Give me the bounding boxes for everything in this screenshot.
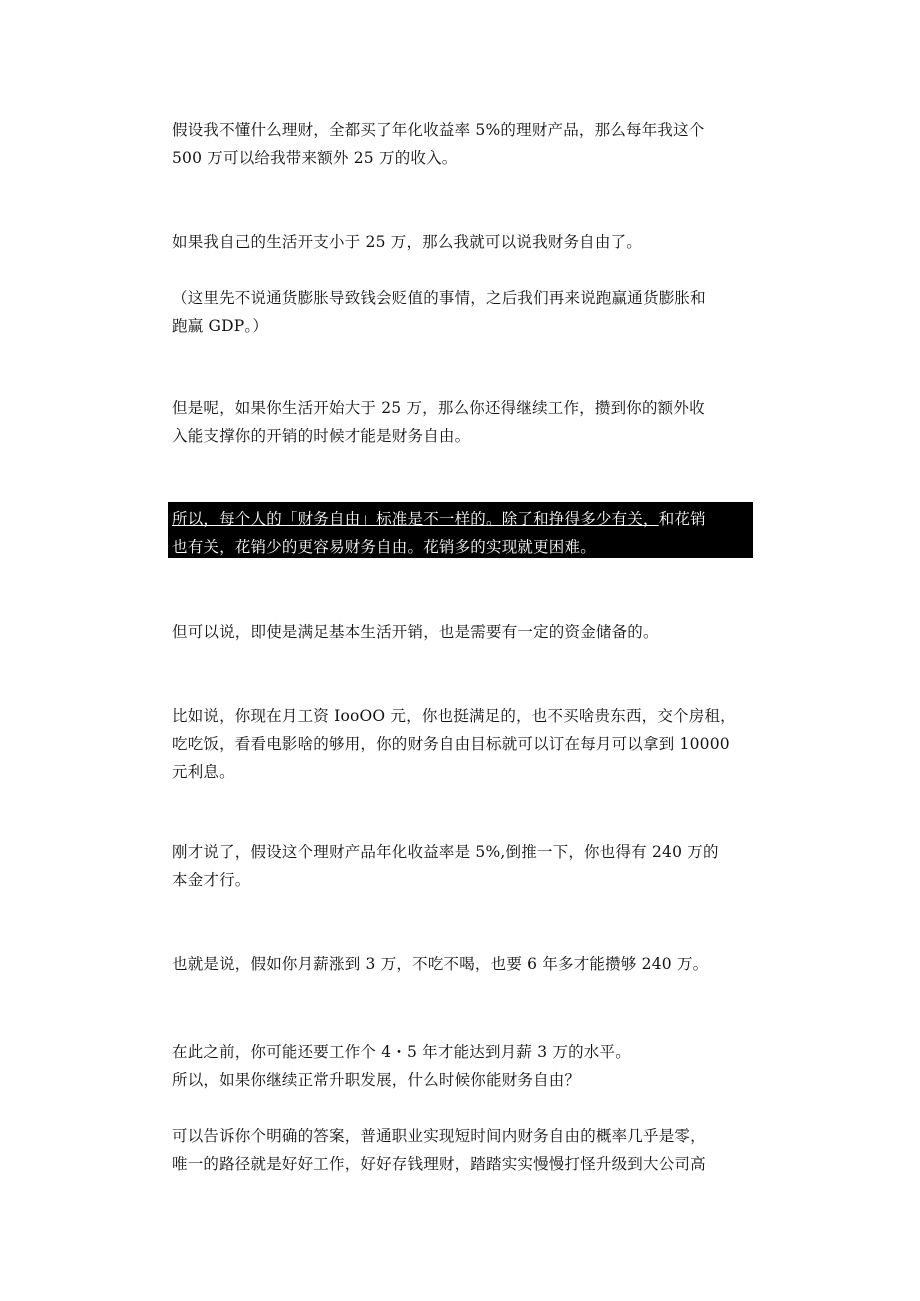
paragraph-line: 可以告诉你个明确的答案，普通职业实现短时间内财务自由的概率几乎是零， bbox=[172, 1127, 706, 1145]
paragraph-line: 但是呢，如果你生活开始大于 25 万，那么你还得继续工作，攒到你的额外收 bbox=[172, 399, 705, 417]
paragraph-9 bbox=[172, 950, 754, 978]
highlight-line-1-rest: 和花销 bbox=[658, 510, 706, 528]
paragraph-line: 假设我不懂什么理财，全都买了年化收益率 5%的理财产品，那么每年我这个 bbox=[172, 121, 705, 139]
paragraph-1 bbox=[172, 116, 754, 172]
underlined-text: 所以，每个人的「财务自由」标准是不一样的。除了和挣得多少有关， bbox=[172, 510, 659, 528]
paragraph-line: 所以，如果你继续正常升职发展，什么时候你能财务自由？ bbox=[172, 1071, 581, 1089]
paragraph-line: 如果我自己的生活开支小于 25 万，那么我就可以说我财务自由了。 bbox=[172, 233, 642, 251]
paragraph-line: 吃吃饭，看看电影啥的够用，你的财务自由目标就可以订在每月可以拿到 10000 bbox=[172, 735, 730, 753]
paragraph-line: 但可以说，即使是满足基本生活开销，也是需要有一定的资金储备的。 bbox=[172, 623, 659, 641]
paragraph-line: 比如说，你现在月工资 IooOO 元，你也挺满足的，也不买啥贵东西，交个房租， bbox=[172, 707, 736, 725]
paragraph-3 bbox=[172, 284, 754, 340]
highlight-paragraph bbox=[172, 505, 752, 561]
paragraph-11 bbox=[172, 1122, 754, 1178]
paragraph-4 bbox=[172, 394, 754, 450]
highlight-line-2: 也有关，花销少的更容易财务自由。花销多的实现就更困难。 bbox=[172, 538, 596, 556]
paragraph-line: 唯一的路径就是好好工作，好好存钱理财，踏踏实实慢慢打怪升级到大公司高 bbox=[172, 1155, 706, 1173]
paragraph-7 bbox=[172, 702, 754, 786]
paragraph-6 bbox=[172, 618, 754, 646]
paragraph-line: （这里先不说通货膨胀导致钱会贬值的事情，之后我们再来说跑赢通货膨胀和 bbox=[172, 289, 706, 307]
paragraph-line: 在此之前，你可能还要工作个 4・5 年才能达到月薪 3 万的水平。 bbox=[172, 1043, 631, 1061]
paragraph-line: 本金才行。 bbox=[172, 871, 251, 889]
paragraph-8 bbox=[172, 838, 754, 894]
paragraph-line: 跑赢 GDP。） bbox=[172, 317, 269, 335]
paragraph-line: 也就是说，假如你月薪涨到 3 万，不吃不喝，也要 6 年多才能攒够 240 万。 bbox=[172, 955, 709, 973]
paragraph-line: 元利息。 bbox=[172, 763, 235, 781]
paragraph-line: 刚才说了，假设这个理财产品年化收益率是 5%,倒推一下，你也得有 240 万的 bbox=[172, 843, 719, 861]
highlight-line-1 bbox=[172, 505, 752, 533]
paragraph-line: 500 万可以给我带来额外 25 万的收入。 bbox=[172, 149, 458, 167]
paragraph-10 bbox=[172, 1038, 754, 1094]
paragraph-2 bbox=[172, 228, 754, 256]
paragraph-line: 入能支撑你的开销的时候才能是财务自由。 bbox=[172, 427, 471, 445]
